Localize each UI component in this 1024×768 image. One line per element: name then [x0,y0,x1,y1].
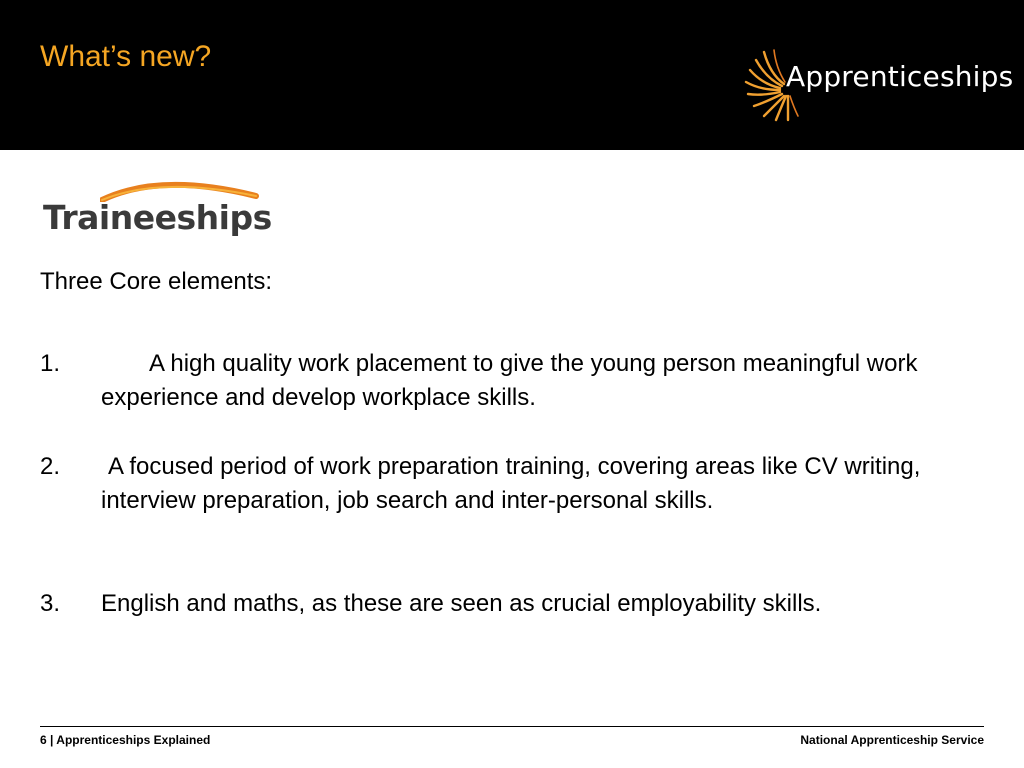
list-item-number: 3. [40,590,61,617]
footer-divider [40,726,984,727]
footer-separator: | [50,733,54,747]
list-item [40,587,940,621]
slide-title: What’s new? [40,40,212,73]
list-item [40,347,940,415]
list-item-text: A high quality work placement to give the young person meaningful work experience and develop workplace skills. [101,350,918,411]
intro-text: Three Core elements: [40,268,273,295]
footer-left [40,733,210,747]
list-item-text: A focused period of work preparation training, covering areas like CV writing, interview preparation, job search and inter-personal skills. [101,453,921,514]
header-band [0,0,1024,150]
list-item-text: English and maths, as these are seen as crucial employability skills. [101,590,822,617]
apprenticeships-logo [740,44,1014,124]
brand-name: Apprenticeships [786,60,1014,93]
traineeships-wordmark: Traineeships [43,198,272,237]
list-item [40,450,940,518]
footer-presentation-title: Apprenticeships Explained [56,733,211,747]
page-number: 6 [40,733,47,747]
footer-organisation: National Apprenticeship Service [800,733,984,747]
list-item-number: 2. [40,453,61,480]
traineeships-logo [40,178,272,242]
list-item-number: 1. [40,350,61,377]
